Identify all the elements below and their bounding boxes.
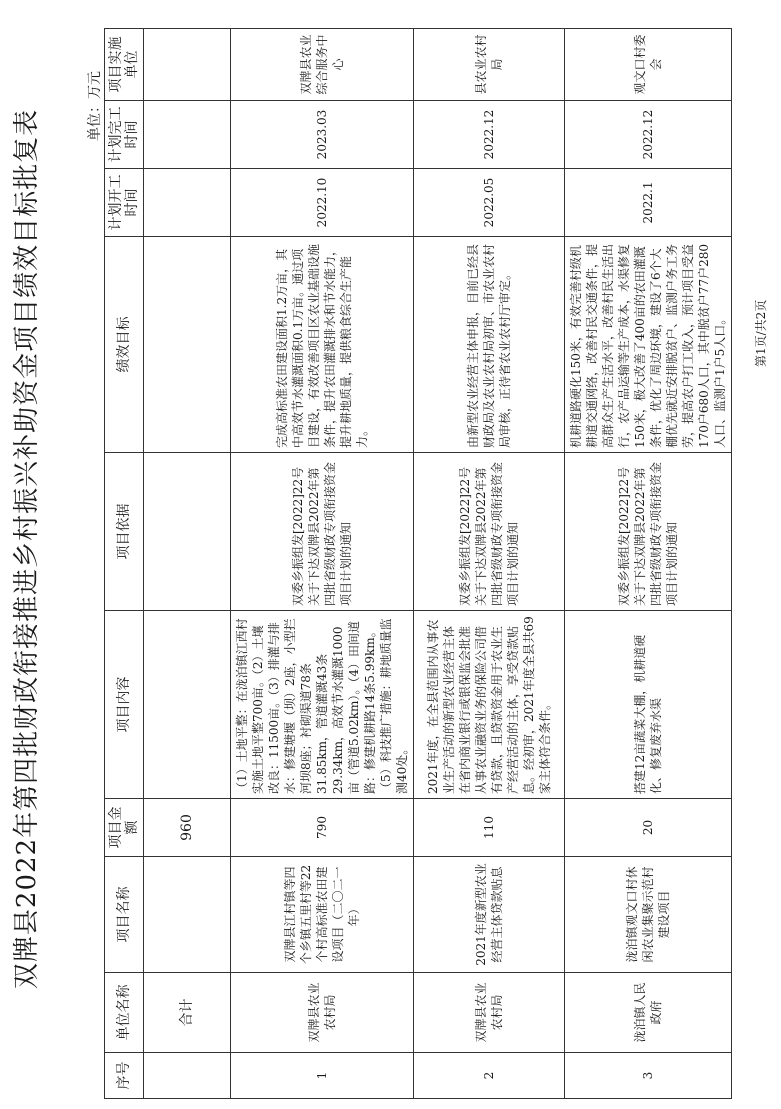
row-start: 2022.1 xyxy=(565,169,732,237)
row-content: 搭建12亩蔬菜大棚，机耕道硬化、修复废弃水渠 xyxy=(565,611,732,799)
table-row xyxy=(414,29,565,1099)
total-seq xyxy=(144,1053,231,1099)
total-label: 合计 xyxy=(144,973,231,1053)
total-empty-end xyxy=(144,101,231,169)
header-impl: 项目实施单位 xyxy=(105,29,144,101)
total-project-name xyxy=(144,857,231,973)
row-end: 2022.12 xyxy=(414,101,565,169)
total-empty-impl xyxy=(144,29,231,101)
row-goal: 机耕道路硬化150米，有效完善村级机耕道交通网络，改善村民交通条件，提高群众生产生活水平，改善村民生活出行，农产品运输等生产成本，水渠修复150米，极大改善了400亩的农田灌溉条件，优化了周边环境，建设了6个大棚优先就近安排脱贫户、监测户务工务劳，提高农户打工收入，预计项目受益170户680人口，其中脱贫户77户280人口、监测户1户5人口。 xyxy=(565,237,732,453)
row-start: 2022.10 xyxy=(231,169,414,237)
row-impl: 县农业农村局 xyxy=(414,29,565,101)
row-seq: 1 xyxy=(231,1053,414,1099)
row-end: 2022.12 xyxy=(565,101,732,169)
row-seq: 2 xyxy=(414,1053,565,1099)
header-amount: 项目金额 xyxy=(105,799,144,857)
page-number: 第1页/共2页 xyxy=(754,299,768,367)
row-impl: 观文口村委会 xyxy=(565,29,732,101)
total-empty-start xyxy=(144,169,231,237)
row-amount: 110 xyxy=(414,799,565,857)
header-basis: 项目依据 xyxy=(105,453,144,611)
row-content: 2021年度，在全县范围内从事农业生产活动的新型农业经营主体在省内商业银行或银保监会批准从事农业融资业务的保险公司借有贷款，且贷款资金用于农业生产经营活动的主体，享受贷款贴息。经初审，2021年度全县共69家主体符合条件。 xyxy=(414,611,565,799)
header-seq: 序号 xyxy=(105,1053,144,1099)
row-unit-name: 双牌县农业农村局 xyxy=(231,973,414,1053)
total-empty-goal xyxy=(144,237,231,453)
table-row xyxy=(231,29,414,1099)
row-project-name: 2021年度新型农业经营主体贷款贴息 xyxy=(414,857,565,973)
row-end: 2023.03 xyxy=(231,101,414,169)
document-title: 双牌县2022年第四批财政衔接推进乡村振兴补助资金项目绩效目标批复表 xyxy=(12,108,42,990)
row-goal: 完成高标准农田建设面积1.2万亩，其中高效节水灌溉面积0.1万亩。通过项目建设，有效改善项目区农业基础设施条件，提升农田灌溉排水和节水能力，提升耕地质量，提供粮食综合生产能力。 xyxy=(231,237,414,453)
row-content: （1）土地平整：在泷泊镇江西村实施土地平整700亩。（2）土壤改良：11500亩。（3）排灌与排水：修建塘堰（坝）2座，小型拦河坝8座；衬砌渠道78条31.85km，管道灌溉43条29.34km，高效节水灌溉1000亩（管道5.02km）。（4）田间道路：修建机耕路14条5.99km。（5）科技推广措施：耕地质量监测40处。 xyxy=(231,611,414,799)
header-row xyxy=(105,29,144,1099)
project-table xyxy=(104,28,732,1099)
row-start: 2022.05 xyxy=(414,169,565,237)
total-empty-basis xyxy=(144,453,231,611)
unit-label: 单位：万元 xyxy=(87,71,103,141)
total-empty-content xyxy=(144,611,231,799)
total-amount: 960 xyxy=(144,799,231,857)
row-project-name: 泷泊镇观文口村休闲农业集聚示范村建设项目 xyxy=(565,857,732,973)
header-end: 计划完工时间 xyxy=(105,101,144,169)
row-unit-name: 泷泊镇人民政府 xyxy=(565,973,732,1053)
row-basis: 双委乡振组发[2022]22号关于下达双牌县2022年第四批省级财政专项衔接资金项目计划的通知 xyxy=(565,453,732,611)
row-basis: 双委乡振组发[2022]22号关于下达双牌县2022年第四批省级财政专项衔接资金项目计划的通知 xyxy=(414,453,565,611)
total-row xyxy=(144,29,231,1099)
header-project-name: 项目名称 xyxy=(105,857,144,973)
row-project-name: 双牌县江村镇等四个乡镇五里村等22个村高标准农田建设项目（二〇二一年） xyxy=(231,857,414,973)
header-content: 项目内容 xyxy=(105,611,144,799)
row-goal: 由新型农业经营主体申报，目前已经县财政局及农业农村局初审、市农业农村局审核，正待省农业农村厅审定。 xyxy=(414,237,565,453)
row-basis: 双委乡振组发[2022]22号关于下达双牌县2022年第四批省级财政专项衔接资金项目计划的通知 xyxy=(231,453,414,611)
row-amount: 20 xyxy=(565,799,732,857)
header-start: 计划开工时间 xyxy=(105,169,144,237)
table-row xyxy=(565,29,732,1099)
row-unit-name: 双牌县农业农村局 xyxy=(414,973,565,1053)
header-unit-name: 单位名称 xyxy=(105,973,144,1053)
row-impl: 双牌县农业综合服务中心 xyxy=(231,29,414,101)
header-goal: 绩效目标 xyxy=(105,237,144,453)
row-amount: 790 xyxy=(231,799,414,857)
row-seq: 3 xyxy=(565,1053,732,1099)
